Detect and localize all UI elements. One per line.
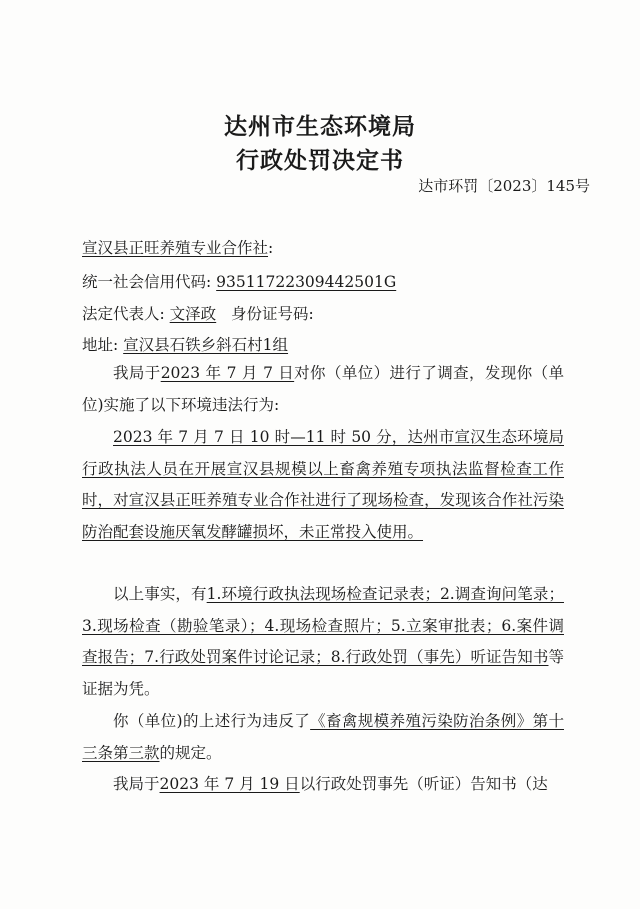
- credit-code-label: 统一社会信用代码:: [82, 273, 212, 291]
- para1-text-a: 我局于: [113, 364, 161, 382]
- para3-text-a: 以上事实，有: [113, 585, 207, 603]
- address-line: [82, 333, 288, 355]
- document-number: 达市环罚〔2023〕145号: [418, 177, 590, 195]
- violation-facts-paragraph: [82, 422, 564, 548]
- para4-text-a: 你（单位)的上述行为违反了: [113, 712, 311, 730]
- legal-basis-paragraph: [82, 706, 564, 769]
- legal-rep-name: 文泽政: [169, 305, 217, 323]
- id-number-label: 身份证号码:: [230, 305, 314, 323]
- party-name: 宣汉县正旺养殖专业合作社: [82, 239, 269, 257]
- para5-text-b: 以行政处罚事先（听证）告知书（达: [299, 775, 548, 793]
- para4-text-b: 的规定。: [159, 743, 222, 762]
- legal-rep-label: 法定代表人:: [82, 305, 165, 323]
- evidence-list: 1.环境行政执法现场检查记录表；2.调查询问笔录；3.现场检查（勘验笔录）；4.现场检查照片；5.立案审批表；6.案件调查报告；7.行政处罚案件讨论记录；8.行政处罚（事先）听证告知书: [82, 585, 564, 666]
- notice-date: 2023 年 7 月 19 日: [159, 775, 300, 793]
- para5-text-a: 我局于: [113, 775, 160, 793]
- violated-regulation: 《畜禽规模养殖污染防治条例》第十三条第三款: [82, 712, 564, 762]
- party-name-suffix: :: [268, 239, 274, 257]
- para3-text-b: 等证据为凭。: [82, 648, 564, 698]
- address-label: 地址:: [82, 336, 119, 354]
- investigation-paragraph: [82, 358, 564, 421]
- violation-facts-text: 2023 年 7 月 7 日 10 时—11 时 50 分，达州市宣汉生态环境局行政执法人员在开展宣汉县规模以上畜禽养殖专项执法监督检查工作时，对宣汉县正旺养殖专业合作社进行了现场检查，发现该合作社污染防治配套设施厌氧发酵罐损坏，未正常投入使用。: [82, 428, 564, 541]
- agency-title: 达州市生态环境局: [224, 113, 416, 140]
- party-name-line: [82, 236, 273, 258]
- evidence-paragraph: [82, 579, 564, 705]
- document-title: 行政处罚决定书: [236, 147, 404, 174]
- investigation-date: 2023 年 7 月 7 日: [160, 364, 295, 382]
- notice-paragraph: [82, 769, 564, 801]
- credit-code-line: [82, 270, 396, 292]
- credit-code-value: 93511722309442501G: [216, 273, 397, 291]
- para1-text-b: 对你（单位）进行了调查，发现你（单位)实施了以下环境违法行为:: [82, 364, 564, 414]
- address-value: 宣汉县石铁乡斜石村1组: [123, 336, 289, 354]
- legal-rep-line: [82, 302, 314, 324]
